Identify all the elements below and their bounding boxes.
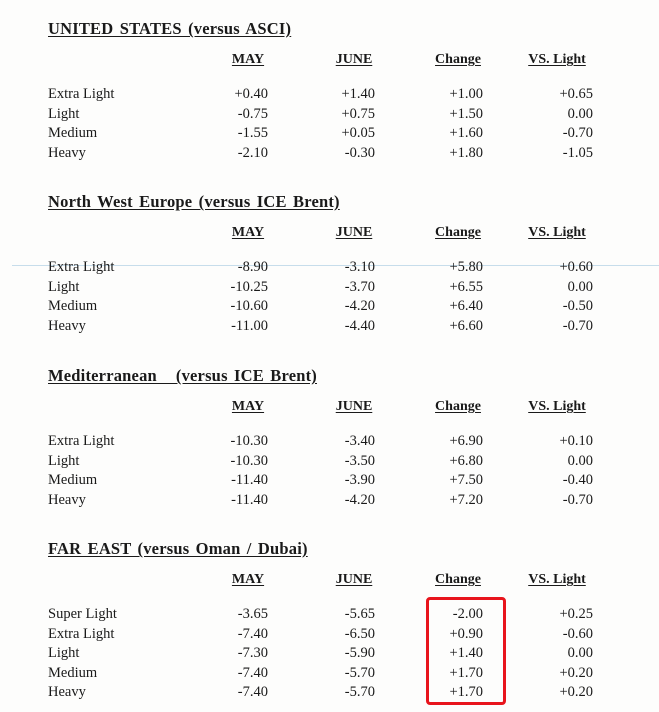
grade-label: Medium bbox=[48, 125, 98, 141]
table-body bbox=[0, 432, 659, 510]
june-value: +0.75 bbox=[341, 105, 375, 122]
grade-label: Light bbox=[48, 105, 80, 122]
grade-label: Medium bbox=[48, 664, 98, 681]
vs-light-value: +0.60 bbox=[559, 259, 593, 275]
section-title: UNITED STATES (versus ASCI) bbox=[48, 19, 292, 38]
change-value: +5.80 bbox=[449, 259, 483, 275]
grade-label: Light bbox=[48, 645, 80, 661]
grade-label: Heavy bbox=[48, 491, 86, 508]
vs-light-value: +0.20 bbox=[559, 664, 593, 681]
change-value: +6.40 bbox=[449, 298, 483, 314]
june-value: +0.05 bbox=[341, 125, 375, 141]
june-value: -5.65 bbox=[344, 606, 375, 622]
may-value: -8.90 bbox=[237, 259, 268, 275]
june-value: -4.20 bbox=[344, 491, 375, 508]
change-value: +6.80 bbox=[449, 452, 483, 469]
grade-label: Heavy bbox=[48, 144, 86, 161]
change-value: +1.40 bbox=[449, 645, 483, 661]
table-row bbox=[0, 471, 659, 491]
table-row bbox=[0, 605, 659, 625]
col-header-june: JUNE bbox=[335, 399, 373, 414]
col-header-june: JUNE bbox=[335, 572, 373, 587]
vs-light-value: 0.00 bbox=[567, 105, 593, 122]
june-value: -3.40 bbox=[344, 433, 375, 449]
may-value: -11.40 bbox=[231, 472, 268, 488]
vs-light-value: 0.00 bbox=[567, 452, 593, 469]
col-header-vs-light: VS. Light bbox=[528, 52, 586, 67]
grade-label: Heavy bbox=[48, 684, 86, 700]
change-value: +1.70 bbox=[449, 664, 483, 681]
col-header-change: Change bbox=[435, 225, 481, 240]
may-value: -1.55 bbox=[237, 125, 268, 141]
table-row bbox=[0, 683, 659, 703]
section-title: Mediterranean (versus ICE Brent) bbox=[48, 366, 317, 385]
table-row bbox=[0, 258, 659, 278]
june-value: -0.30 bbox=[344, 144, 375, 161]
may-value: -3.65 bbox=[237, 606, 268, 622]
table-row bbox=[0, 105, 659, 125]
vs-light-value: -0.40 bbox=[562, 472, 593, 488]
section-title: North West Europe (versus ICE Brent) bbox=[48, 192, 340, 211]
june-value: +1.40 bbox=[341, 86, 375, 102]
may-value: -7.40 bbox=[237, 625, 268, 642]
table-row bbox=[0, 644, 659, 664]
june-value: -5.90 bbox=[344, 645, 375, 661]
col-header-vs-light: VS. Light bbox=[528, 399, 586, 414]
change-value: +1.60 bbox=[449, 125, 483, 141]
change-value: +1.00 bbox=[449, 86, 483, 102]
col-header-change: Change bbox=[435, 399, 481, 414]
vs-light-value: 0.00 bbox=[567, 645, 593, 661]
change-value: +6.55 bbox=[449, 278, 483, 295]
table-body bbox=[0, 605, 659, 703]
col-header-vs-light: VS. Light bbox=[528, 225, 586, 240]
change-value: +7.20 bbox=[449, 491, 483, 508]
change-value: -2.00 bbox=[452, 606, 483, 622]
col-header-may: MAY bbox=[231, 225, 265, 240]
vs-light-value: -0.70 bbox=[562, 491, 593, 508]
grade-label: Heavy bbox=[48, 317, 86, 334]
june-value: -5.70 bbox=[344, 664, 375, 681]
col-header-june: JUNE bbox=[335, 225, 373, 240]
vs-light-value: -0.50 bbox=[562, 298, 593, 314]
table-row bbox=[0, 278, 659, 298]
table-body bbox=[0, 258, 659, 336]
table-body bbox=[0, 85, 659, 163]
change-value: +1.50 bbox=[449, 105, 483, 122]
may-value: -11.00 bbox=[231, 317, 268, 334]
section-title: FAR EAST (versus Oman / Dubai) bbox=[48, 539, 308, 558]
grade-label: Medium bbox=[48, 472, 98, 488]
change-value: +0.90 bbox=[449, 625, 483, 642]
may-value: -7.30 bbox=[237, 645, 268, 661]
change-value: +1.80 bbox=[449, 144, 483, 161]
table-row bbox=[0, 452, 659, 472]
june-value: -3.10 bbox=[344, 259, 375, 275]
june-value: -3.50 bbox=[344, 452, 375, 469]
col-header-may: MAY bbox=[231, 399, 265, 414]
june-value: -3.90 bbox=[344, 472, 375, 488]
change-value: +6.90 bbox=[449, 433, 483, 449]
col-header-may: MAY bbox=[231, 52, 265, 67]
change-value: +7.50 bbox=[449, 472, 483, 488]
vs-light-value: +0.10 bbox=[559, 433, 593, 449]
grade-label: Extra Light bbox=[48, 86, 115, 102]
june-value: -4.20 bbox=[344, 298, 375, 314]
june-value: -3.70 bbox=[344, 278, 375, 295]
may-value: -10.30 bbox=[230, 452, 268, 469]
may-value: -0.75 bbox=[237, 105, 268, 122]
table-row bbox=[0, 317, 659, 337]
vs-light-value: -0.70 bbox=[562, 125, 593, 141]
table-row bbox=[0, 491, 659, 511]
table-row bbox=[0, 297, 659, 317]
june-value: -6.50 bbox=[344, 625, 375, 642]
may-value: -2.10 bbox=[237, 144, 268, 161]
col-header-vs-light: VS. Light bbox=[528, 572, 586, 587]
col-header-may: MAY bbox=[231, 572, 265, 587]
grade-label: Extra Light bbox=[48, 433, 115, 449]
table-row bbox=[0, 664, 659, 684]
col-header-change: Change bbox=[435, 52, 481, 67]
june-value: -5.70 bbox=[344, 684, 375, 700]
col-header-june: JUNE bbox=[335, 52, 373, 67]
vs-light-value: 0.00 bbox=[567, 278, 593, 295]
grade-label: Light bbox=[48, 278, 80, 295]
may-value: -7.40 bbox=[237, 684, 268, 700]
table-row bbox=[0, 85, 659, 105]
change-column-highlight-box bbox=[426, 597, 506, 705]
vs-light-value: -0.70 bbox=[562, 317, 593, 334]
may-value: -7.40 bbox=[237, 664, 268, 681]
table-row bbox=[0, 432, 659, 452]
may-value: -10.30 bbox=[230, 433, 268, 449]
change-value: +6.60 bbox=[449, 317, 483, 334]
table-row bbox=[0, 625, 659, 645]
vs-light-value: +0.25 bbox=[559, 606, 593, 622]
table-row bbox=[0, 144, 659, 164]
vs-light-value: +0.20 bbox=[559, 684, 593, 700]
may-value: +0.40 bbox=[234, 86, 268, 102]
change-value: +1.70 bbox=[449, 684, 483, 700]
vs-light-value: -1.05 bbox=[562, 144, 593, 161]
vs-light-value: -0.60 bbox=[562, 625, 593, 642]
vs-light-value: +0.65 bbox=[559, 86, 593, 102]
grade-label: Light bbox=[48, 452, 80, 469]
june-value: -4.40 bbox=[344, 317, 375, 334]
grade-label: Super Light bbox=[48, 606, 117, 622]
may-value: -11.40 bbox=[231, 491, 268, 508]
table-row bbox=[0, 124, 659, 144]
may-value: -10.60 bbox=[230, 298, 268, 314]
col-header-change: Change bbox=[435, 572, 481, 587]
grade-label: Medium bbox=[48, 298, 98, 314]
may-value: -10.25 bbox=[230, 278, 268, 295]
grade-label: Extra Light bbox=[48, 625, 115, 642]
grade-label: Extra Light bbox=[48, 259, 115, 275]
